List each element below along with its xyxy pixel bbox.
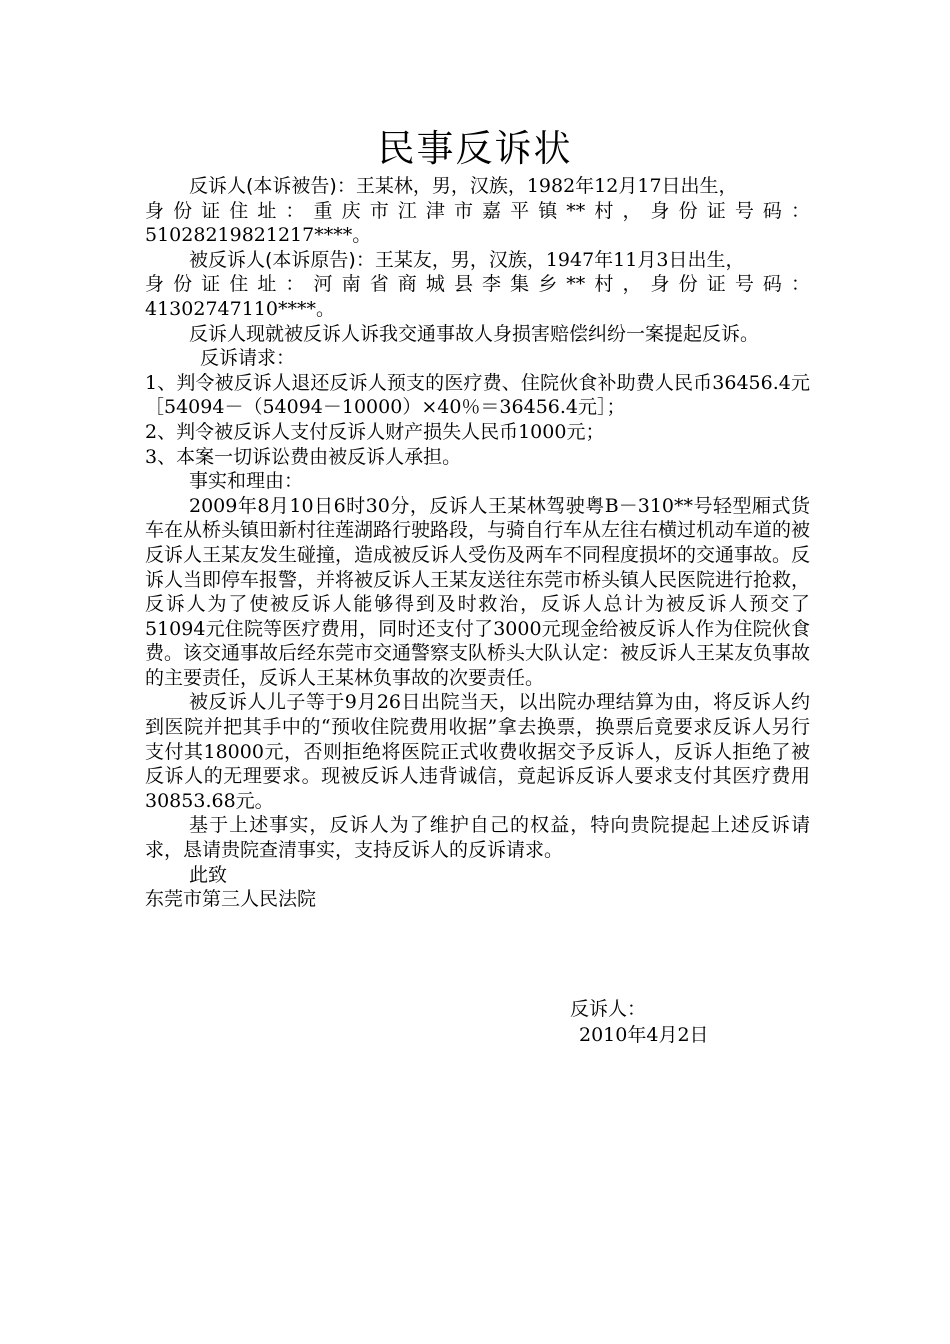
facts-heading: 事实和理由： bbox=[189, 470, 304, 493]
signature-date: 2010年4月2日 bbox=[579, 1024, 709, 1046]
document-title: 民事反诉状 bbox=[377, 127, 573, 170]
respondent-id: 41302747110****。 bbox=[145, 297, 335, 320]
counterclaimant-section bbox=[145, 174, 810, 248]
claim-item: 1、判令被反诉人退还反诉人预支的医疗费、住院伙食补助费人民币36456.4元［54094－（54094－10000）×40％＝36456.4元］； bbox=[145, 371, 810, 419]
claim-item: 2、判令被反诉人支付反诉人财产损失人民币1000元； bbox=[145, 420, 605, 443]
respondent-line bbox=[145, 248, 810, 273]
facts-paragraph: 被反诉人儿子等于9月26日出院当天，以出院办理结算为由，将反诉人约到医院并把其手中的“预收住院费用收据”拿去换票，换票后竟要求反诉人另行支付其18000元，否则拒绝将医院正式收费收据交予反诉人，反诉人拒绝了被反诉人的无理要求。现被反诉人违背诚信，竟起诉反诉人要求支付其医疗费用30853.68元。 bbox=[145, 691, 810, 812]
counterclaimant-label: 反诉人(本诉被告) bbox=[189, 175, 337, 197]
counterclaimant-address: 身份证住址：重庆市江津市嘉平镇**村，身份证号码： bbox=[145, 199, 810, 222]
court-name: 东莞市第三人民法院 bbox=[145, 888, 317, 911]
counterclaimant-line bbox=[145, 174, 810, 199]
signature-block bbox=[570, 996, 810, 1048]
salutation: 此致 bbox=[189, 863, 228, 886]
respondent-details: ：王某友，男，汉族，1947年11月3日出生， bbox=[355, 248, 745, 271]
respondent-address: 身份证住址：河南省商城县李集乡**村，身份证号码： bbox=[145, 273, 810, 296]
counterclaimant-id: 51028219821217****。 bbox=[145, 224, 372, 247]
respondent-section bbox=[145, 248, 810, 322]
claims-heading: 反诉请求： bbox=[200, 347, 296, 370]
respondent-label: 被反诉人(本诉原告) bbox=[189, 248, 356, 271]
document-body bbox=[145, 174, 810, 912]
facts-paragraph: 2009年8月10日6时30分，反诉人王某林驾驶粤B－310**号轻型厢式货车在从桥头镇田新村往莲湖路行驶路段，与骑自行车从左往右横过机动车道的被反诉人王某友发生碰撞，造成被反诉人受伤及两车不同程度损坏的交通事故。反诉人当即停车报警，并将被反诉人王某友送往东莞市桥头镇人民医院进行抢救，反诉人为了使被反诉人能够得到及时救治，反诉人总计为被反诉人预交了51094元住院等医疗费用，同时还支付了3000元现金给被反诉人作为住院伙食费。该交通事故后经东莞市交通警察支队桥头大队认定：被反诉人王某友负事故的主要责任，反诉人王某林负事故的次要责任。 bbox=[145, 494, 811, 689]
facts-paragraph: 基于上述事实，反诉人为了维护自己的权益，特向贵院提起上述反诉请求，恳请贵院查清事实，支持反诉人的反诉请求。 bbox=[145, 814, 810, 862]
claim-item: 3、本案一切诉讼费由被反诉人承担。 bbox=[145, 445, 462, 468]
counterclaimant-details: ：王某林，男，汉族，1982年12月17日出生， bbox=[336, 175, 738, 197]
intro-paragraph: 反诉人现就被反诉人诉我交通事故人身损害赔偿纠纷一案提起反诉。 bbox=[189, 322, 760, 345]
signature-label: 反诉人： bbox=[570, 998, 647, 1020]
